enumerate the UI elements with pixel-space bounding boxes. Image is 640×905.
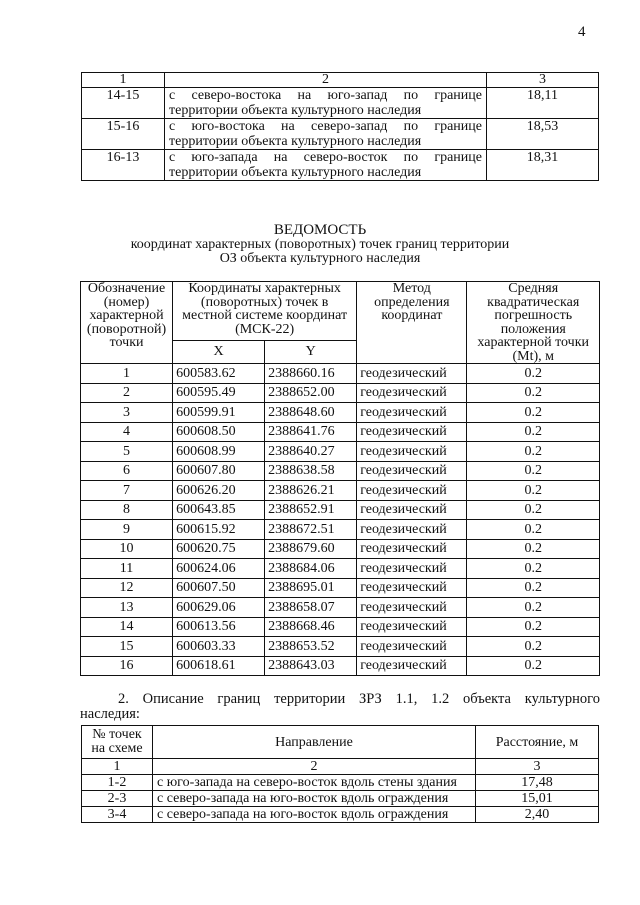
- point-number: 4: [81, 422, 173, 442]
- coord-x: 600643.85: [173, 500, 265, 520]
- determination-method: геодезический: [357, 559, 467, 579]
- segment-distance: 18,31: [487, 150, 599, 181]
- header-designation: Обозначение (номер) характерной (поворотной) точки: [81, 282, 173, 364]
- coord-y: 2388660.16: [265, 364, 357, 384]
- determination-method: геодезический: [357, 598, 467, 618]
- point-number: 16: [81, 656, 173, 676]
- determination-method: геодезический: [357, 422, 467, 442]
- coordinates-table: [80, 281, 600, 676]
- segment-direction: с юго-запада на северо-восток по границе территории объекта культурного наследия: [165, 150, 487, 181]
- coord-y: 2388658.07: [265, 598, 357, 618]
- coord-x: 600613.56: [173, 617, 265, 637]
- coord-y: 2388643.03: [265, 656, 357, 676]
- statement-subtitle-line1: координат характерных (поворотных) точек границ территории: [130, 237, 510, 252]
- position-error: 0.2: [467, 598, 600, 618]
- column-number: 3: [476, 759, 599, 775]
- table-row: [81, 578, 600, 598]
- coord-x: 600620.75: [173, 539, 265, 559]
- header-method: Метод определения координат: [357, 282, 467, 364]
- column-number: 1: [82, 759, 153, 775]
- point-number: 5: [81, 442, 173, 462]
- table-header-row: [82, 726, 599, 759]
- segment-points: 16-13: [82, 150, 165, 181]
- segment-direction: с северо-запада на юго-восток вдоль ограждения: [153, 791, 476, 807]
- determination-method: геодезический: [357, 656, 467, 676]
- segment-direction: с северо-запада на юго-восток вдоль ограждения: [153, 807, 476, 823]
- table-row: [81, 598, 600, 618]
- header-points: № точек на схеме: [82, 726, 153, 759]
- position-error: 0.2: [467, 656, 600, 676]
- segment-points: 3-4: [82, 807, 153, 823]
- coord-x: 600615.92: [173, 520, 265, 540]
- coord-y: 2388648.60: [265, 403, 357, 423]
- coord-x: 600583.62: [173, 364, 265, 384]
- point-number: 14: [81, 617, 173, 637]
- segment-points: 2-3: [82, 791, 153, 807]
- position-error: 0.2: [467, 403, 600, 423]
- determination-method: геодезический: [357, 403, 467, 423]
- segment-direction: с юго-запада на северо-восток вдоль стены здания: [153, 775, 476, 791]
- determination-method: геодезический: [357, 500, 467, 520]
- table-row: [81, 500, 600, 520]
- position-error: 0.2: [467, 578, 600, 598]
- coord-x: 600607.80: [173, 461, 265, 481]
- point-number: 1: [81, 364, 173, 384]
- point-number: 15: [81, 637, 173, 657]
- table-row: [82, 807, 599, 823]
- header-distance: Расстояние, м: [476, 726, 599, 759]
- column-number: 2: [153, 759, 476, 775]
- table-row: [81, 637, 600, 657]
- coord-x: 600629.06: [173, 598, 265, 618]
- position-error: 0.2: [467, 559, 600, 579]
- determination-method: геодезический: [357, 539, 467, 559]
- table-row: [81, 383, 600, 403]
- segment-distance: 18,53: [487, 119, 599, 150]
- table-row: [81, 656, 600, 676]
- segment-distance: 15,01: [476, 791, 599, 807]
- table-row: [81, 422, 600, 442]
- table-row: [82, 150, 599, 181]
- coord-x: 600624.06: [173, 559, 265, 579]
- header-y: Y: [265, 341, 357, 364]
- statement-subtitle-line2: ОЗ объекта культурного наследия: [219, 251, 421, 266]
- table-row: [81, 364, 600, 384]
- determination-method: геодезический: [357, 461, 467, 481]
- coord-y: 2388641.76: [265, 422, 357, 442]
- coord-x: 600607.50: [173, 578, 265, 598]
- determination-method: геодезический: [357, 442, 467, 462]
- position-error: 0.2: [467, 637, 600, 657]
- coord-y: 2388684.06: [265, 559, 357, 579]
- position-error: 0.2: [467, 520, 600, 540]
- column-number: 1: [82, 73, 165, 88]
- point-number: 13: [81, 598, 173, 618]
- table-row: [82, 775, 599, 791]
- column-number: 3: [487, 73, 599, 88]
- header-coordinates: Координаты характерных (поворотных) точек в местной системе координат (МСК-22): [173, 282, 357, 341]
- table-row: [81, 461, 600, 481]
- table-row: [82, 88, 599, 119]
- determination-method: геодезический: [357, 481, 467, 501]
- table-row: [81, 617, 600, 637]
- point-number: 6: [81, 461, 173, 481]
- segment-points: 1-2: [82, 775, 153, 791]
- position-error: 0.2: [467, 461, 600, 481]
- segment-direction: с юго-востока на северо-запад по границе территории объекта культурного наследия: [165, 119, 487, 150]
- point-number: 7: [81, 481, 173, 501]
- table-row: [81, 403, 600, 423]
- point-number: 12: [81, 578, 173, 598]
- coord-y: 2388679.60: [265, 539, 357, 559]
- determination-method: геодезический: [357, 520, 467, 540]
- page-number: 4: [578, 24, 586, 40]
- coord-x: 600603.33: [173, 637, 265, 657]
- table-numbering-row: [82, 759, 599, 775]
- segment-points: 14-15: [82, 88, 165, 119]
- position-error: 0.2: [467, 383, 600, 403]
- header-direction: Направление: [153, 726, 476, 759]
- point-number: 11: [81, 559, 173, 579]
- table-row: [81, 539, 600, 559]
- coord-y: 2388652.00: [265, 383, 357, 403]
- determination-method: геодезический: [357, 383, 467, 403]
- coord-x: 600608.50: [173, 422, 265, 442]
- coord-x: 600608.99: [173, 442, 265, 462]
- position-error: 0.2: [467, 617, 600, 637]
- header-x: X: [173, 341, 265, 364]
- table-row: [81, 520, 600, 540]
- position-error: 0.2: [467, 364, 600, 384]
- determination-method: геодезический: [357, 364, 467, 384]
- position-error: 0.2: [467, 539, 600, 559]
- coord-x: 600618.61: [173, 656, 265, 676]
- determination-method: геодезический: [357, 617, 467, 637]
- section-heading-line2: наследия:: [80, 706, 140, 722]
- position-error: 0.2: [467, 442, 600, 462]
- point-number: 10: [81, 539, 173, 559]
- coord-y: 2388672.51: [265, 520, 357, 540]
- position-error: 0.2: [467, 481, 600, 501]
- coord-x: 600626.20: [173, 481, 265, 501]
- determination-method: геодезический: [357, 637, 467, 657]
- segment-distance: 2,40: [476, 807, 599, 823]
- position-error: 0.2: [467, 422, 600, 442]
- coord-x: 600599.91: [173, 403, 265, 423]
- segment-distance: 18,11: [487, 88, 599, 119]
- zrz-boundary-table: [81, 725, 599, 823]
- coord-y: 2388652.91: [265, 500, 357, 520]
- section-heading-line1: 2. Описание границ территории ЗРЗ 1.1, 1.2 объекта культурного: [118, 691, 600, 707]
- coord-y: 2388638.58: [265, 461, 357, 481]
- table-row: [82, 119, 599, 150]
- point-number: 2: [81, 383, 173, 403]
- coord-y: 2388653.52: [265, 637, 357, 657]
- segment-distance: 17,48: [476, 775, 599, 791]
- section-description: [80, 692, 600, 722]
- point-number: 3: [81, 403, 173, 423]
- point-number: 8: [81, 500, 173, 520]
- coord-y: 2388695.01: [265, 578, 357, 598]
- coord-y: 2388640.27: [265, 442, 357, 462]
- column-number: 2: [165, 73, 487, 88]
- header-error: Средняя квадратическая погрешность положения характерной точки (Mt), м: [467, 282, 600, 364]
- point-number: 9: [81, 520, 173, 540]
- table-header-row: [81, 282, 600, 341]
- table-header-row: [82, 73, 599, 88]
- statement-title: ВЕДОМОСТЬ: [273, 222, 367, 238]
- segment-direction: с северо-востока на юго-запад по границе территории объекта культурного наследия: [165, 88, 487, 119]
- table-row: [81, 481, 600, 501]
- position-error: 0.2: [467, 500, 600, 520]
- table-row: [81, 559, 600, 579]
- coord-y: 2388668.46: [265, 617, 357, 637]
- table-row: [82, 791, 599, 807]
- table-row: [81, 442, 600, 462]
- boundary-segments-table-continued: [81, 72, 599, 181]
- coord-x: 600595.49: [173, 383, 265, 403]
- segment-points: 15-16: [82, 119, 165, 150]
- coord-y: 2388626.21: [265, 481, 357, 501]
- determination-method: геодезический: [357, 578, 467, 598]
